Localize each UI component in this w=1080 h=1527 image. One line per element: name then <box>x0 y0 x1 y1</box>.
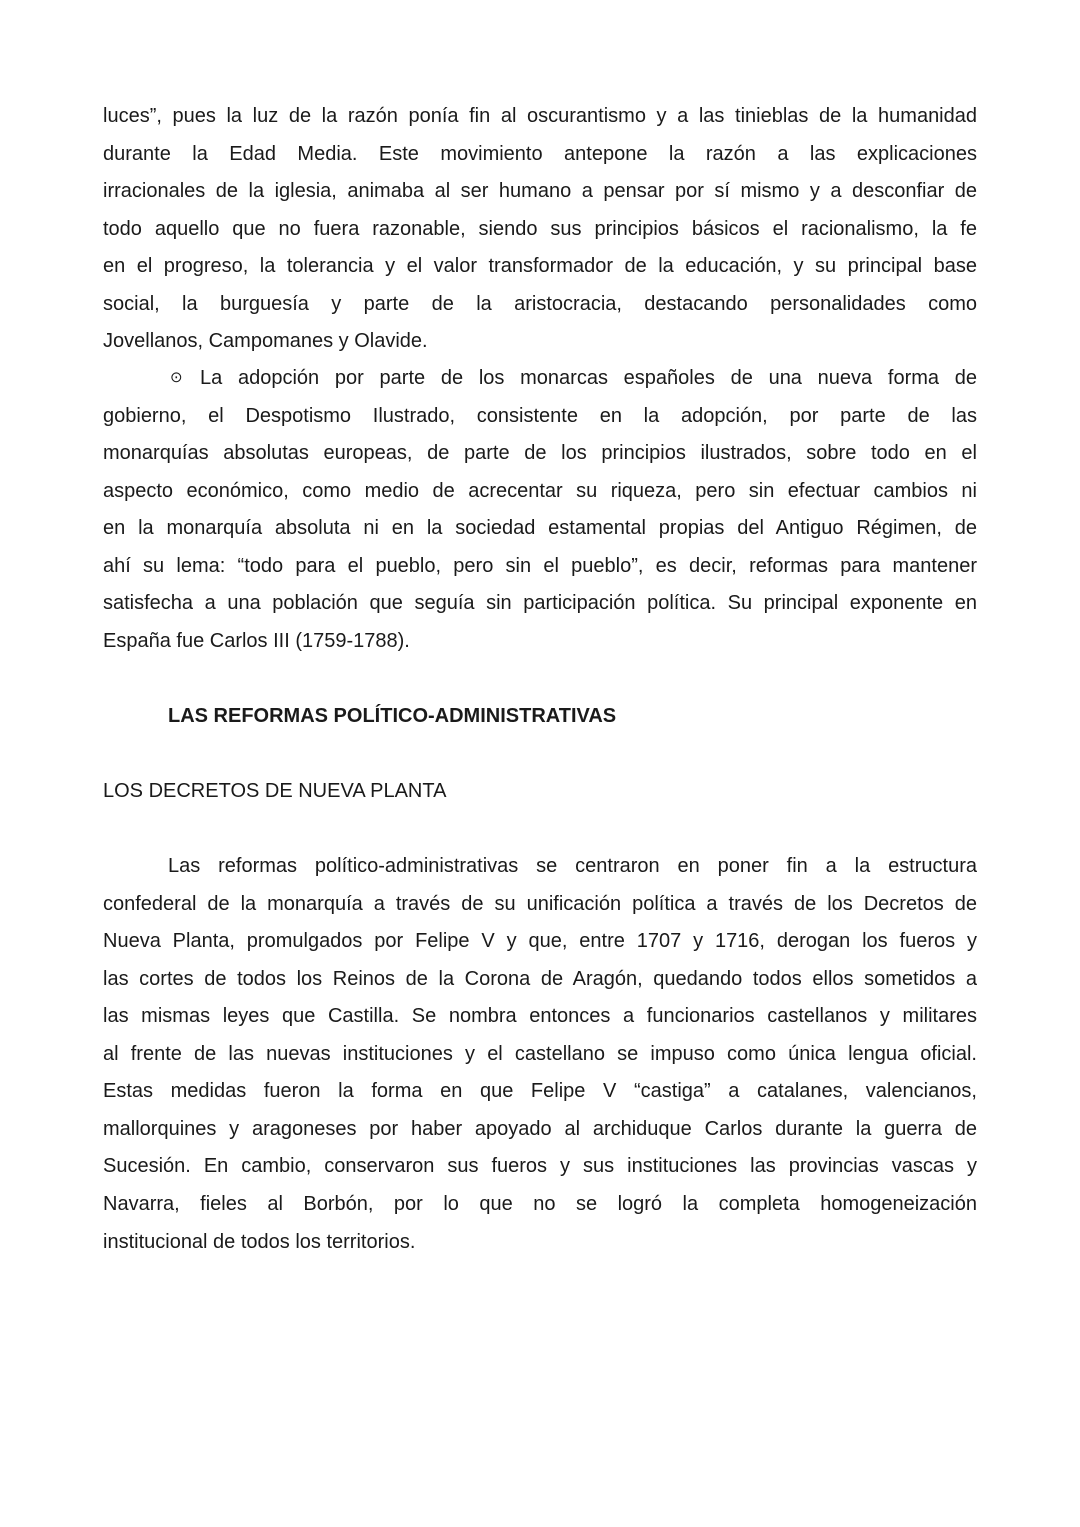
paragraph-2-line: La adopción por parte de los monarcas españoles de una nueva forma de <box>200 367 977 389</box>
paragraph-3-line: las mismas leyes que Castilla. Se nombra entonces a funcionarios castellanos y militares <box>103 1005 977 1027</box>
paragraph-2-line: aspecto económico, como medio de acrecentar su riqueza, pero sin efectuar cambios ni <box>103 480 977 502</box>
paragraph-3-line: las cortes de todos los Reinos de la Corona de Aragón, quedando todos ellos sometidos a <box>103 968 977 990</box>
paragraph-3-line: Navarra, fieles al Borbón, por lo que no se logró la completa homogeneización <box>103 1193 977 1215</box>
paragraph-2-line: en la monarquía absoluta ni en la sociedad estamental propias del Antiguo Régimen, de <box>103 517 977 539</box>
paragraph-3-line: al frente de las nuevas instituciones y el castellano se impuso como única lengua oficial. <box>103 1043 977 1065</box>
section-subheading: LOS DECRETOS DE NUEVA PLANTA <box>103 780 447 802</box>
paragraph-3-line: Estas medidas fueron la forma en que Felipe V “castiga” a catalanes, valencianos, <box>103 1080 977 1102</box>
paragraph-3-line: Nueva Planta, promulgados por Felipe V y que, entre 1707 y 1716, derogan los fueros y <box>103 930 977 952</box>
paragraph-1-line: en el progreso, la tolerancia y el valor transformador de la educación, y su principal base <box>103 255 977 277</box>
paragraph-2-line: España fue Carlos III (1759-1788). <box>103 630 410 652</box>
paragraph-1-line: todo aquello que no fuera razonable, siendo sus principios básicos el racionalismo, la fe <box>103 218 977 240</box>
paragraph-2-line: gobierno, el Despotismo Ilustrado, consistente en la adopción, por parte de las <box>103 405 977 427</box>
paragraph-3-line: Sucesión. En cambio, conservaron sus fueros y sus instituciones las provincias vascas y <box>103 1155 977 1177</box>
paragraph-1-line: durante la Edad Media. Este movimiento antepone la razón a las explicaciones <box>103 143 977 165</box>
section-heading: LAS REFORMAS POLÍTICO-ADMINISTRATIVAS <box>168 705 617 727</box>
bullet-icon: ⊙ <box>170 369 183 386</box>
paragraph-1-line: luces”, pues la luz de la razón ponía fin al oscurantismo y a las tinieblas de la humanidad <box>103 105 977 127</box>
paragraph-2-line: ahí su lema: “todo para el pueblo, pero sin el pueblo”, es decir, reformas para mantener <box>103 555 977 577</box>
paragraph-3-line: confederal de la monarquía a través de su unificación política a través de los Decretos de <box>103 893 977 915</box>
paragraph-2-line: monarquías absolutas europeas, de parte de los principios ilustrados, sobre todo en el <box>103 442 977 464</box>
paragraph-1-line: social, la burguesía y parte de la aristocracia, destacando personalidades como <box>103 293 977 315</box>
paragraph-3-line: institucional de todos los territorios. <box>103 1231 416 1253</box>
paragraph-1-line: Jovellanos, Campomanes y Olavide. <box>103 330 428 352</box>
paragraph-3-line: mallorquines y aragoneses por haber apoyado al archiduque Carlos durante la guerra de <box>103 1118 977 1140</box>
paragraph-3-line: Las reformas político-administrativas se centraron en poner fin a la estructura <box>168 855 977 877</box>
paragraph-2-line: satisfecha a una población que seguía sin participación política. Su principal exponente en <box>103 592 977 614</box>
paragraph-1-line: irracionales de la iglesia, animaba al ser humano a pensar por sí mismo y a desconfiar de <box>103 180 977 202</box>
